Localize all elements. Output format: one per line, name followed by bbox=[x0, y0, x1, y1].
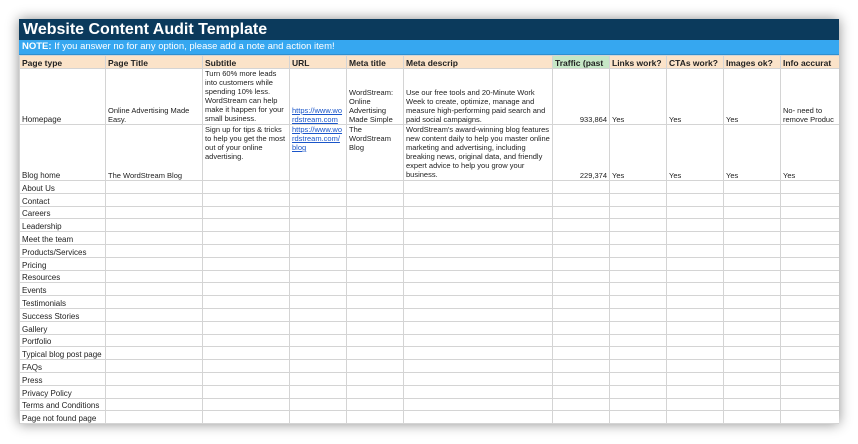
empty-cell[interactable] bbox=[404, 270, 553, 283]
empty-cell[interactable] bbox=[781, 360, 840, 373]
empty-cell[interactable] bbox=[203, 398, 290, 411]
empty-cell[interactable] bbox=[553, 181, 610, 194]
table-row bbox=[20, 283, 840, 296]
empty-cell[interactable] bbox=[347, 206, 404, 219]
empty-cell[interactable] bbox=[610, 283, 667, 296]
empty-cell[interactable] bbox=[203, 181, 290, 194]
table-row bbox=[20, 347, 840, 360]
cell-page-type[interactable]: Privacy Policy bbox=[20, 385, 106, 398]
empty-cell[interactable] bbox=[290, 257, 347, 270]
cell-page-type[interactable]: Terms and Conditions bbox=[20, 398, 106, 411]
table-row bbox=[20, 125, 840, 181]
table-row bbox=[20, 385, 840, 398]
empty-cell[interactable] bbox=[553, 193, 610, 206]
empty-cell[interactable] bbox=[553, 385, 610, 398]
empty-cell[interactable] bbox=[610, 219, 667, 232]
empty-cell[interactable] bbox=[667, 398, 724, 411]
empty-cell[interactable] bbox=[553, 283, 610, 296]
url-link[interactable]: https://www.wordstream.com/blog bbox=[292, 125, 343, 152]
note-prefix: NOTE: bbox=[22, 41, 52, 52]
empty-cell[interactable] bbox=[404, 296, 553, 309]
empty-cell[interactable] bbox=[106, 244, 203, 257]
empty-cell[interactable] bbox=[106, 270, 203, 283]
cell-url[interactable] bbox=[290, 69, 347, 125]
empty-cell[interactable] bbox=[667, 181, 724, 194]
cell-page-type[interactable]: Contact bbox=[20, 193, 106, 206]
empty-cell[interactable] bbox=[781, 244, 840, 257]
empty-cell[interactable] bbox=[290, 232, 347, 245]
empty-cell[interactable] bbox=[610, 270, 667, 283]
empty-cell[interactable] bbox=[667, 360, 724, 373]
empty-cell[interactable] bbox=[667, 193, 724, 206]
table-row bbox=[20, 296, 840, 309]
empty-cell[interactable] bbox=[203, 308, 290, 321]
cell-images-ok[interactable]: Yes bbox=[724, 125, 781, 181]
empty-cell[interactable] bbox=[290, 321, 347, 334]
empty-cell[interactable] bbox=[610, 232, 667, 245]
cell-url[interactable] bbox=[290, 125, 347, 181]
table-row bbox=[20, 321, 840, 334]
empty-cell[interactable] bbox=[203, 360, 290, 373]
empty-cell[interactable] bbox=[290, 398, 347, 411]
sheet-title: Website Content Audit Template bbox=[19, 19, 839, 40]
header-page-title[interactable]: Page Title bbox=[106, 56, 203, 69]
url-link[interactable]: https://www.wordstream.com bbox=[292, 106, 343, 124]
empty-cell[interactable] bbox=[290, 206, 347, 219]
empty-cell[interactable] bbox=[347, 296, 404, 309]
empty-cell[interactable] bbox=[404, 334, 553, 347]
empty-cell[interactable] bbox=[106, 181, 203, 194]
empty-cell[interactable] bbox=[203, 193, 290, 206]
empty-cell[interactable] bbox=[347, 360, 404, 373]
empty-cell[interactable] bbox=[781, 232, 840, 245]
empty-cell[interactable] bbox=[404, 244, 553, 257]
empty-cell[interactable] bbox=[781, 334, 840, 347]
empty-cell[interactable] bbox=[404, 283, 553, 296]
empty-cell[interactable] bbox=[203, 385, 290, 398]
empty-cell[interactable] bbox=[106, 360, 203, 373]
empty-cell[interactable] bbox=[724, 181, 781, 194]
cell-page-type[interactable]: Careers bbox=[20, 206, 106, 219]
table-row bbox=[20, 360, 840, 373]
empty-cell[interactable] bbox=[667, 347, 724, 360]
empty-cell[interactable] bbox=[667, 308, 724, 321]
empty-cell[interactable] bbox=[290, 372, 347, 385]
empty-cell[interactable] bbox=[404, 206, 553, 219]
empty-cell[interactable] bbox=[203, 244, 290, 257]
empty-cell[interactable] bbox=[553, 398, 610, 411]
cell-page-type[interactable]: Testimonials bbox=[20, 296, 106, 309]
empty-cell[interactable] bbox=[781, 308, 840, 321]
note-banner bbox=[19, 40, 839, 55]
empty-cell[interactable] bbox=[781, 206, 840, 219]
empty-cell[interactable] bbox=[610, 398, 667, 411]
empty-cell[interactable] bbox=[203, 334, 290, 347]
cell-page-type[interactable]: Leadership bbox=[20, 219, 106, 232]
table-row bbox=[20, 411, 840, 424]
empty-cell[interactable] bbox=[610, 385, 667, 398]
empty-cell[interactable] bbox=[781, 411, 840, 424]
header-row bbox=[20, 56, 840, 69]
empty-cell[interactable] bbox=[203, 283, 290, 296]
empty-cell[interactable] bbox=[610, 334, 667, 347]
empty-cell[interactable] bbox=[404, 321, 553, 334]
empty-cell[interactable] bbox=[290, 193, 347, 206]
empty-cell[interactable] bbox=[106, 283, 203, 296]
header-url[interactable]: URL bbox=[290, 56, 347, 69]
cell-page-type[interactable]: Portfolio bbox=[20, 334, 106, 347]
empty-cell[interactable] bbox=[781, 257, 840, 270]
cell-meta-title[interactable]: The WordStream Blog bbox=[347, 125, 404, 181]
empty-cell[interactable] bbox=[781, 283, 840, 296]
table-row bbox=[20, 206, 840, 219]
cell-links-work[interactable]: Yes bbox=[610, 69, 667, 125]
empty-cell[interactable] bbox=[106, 193, 203, 206]
empty-cell[interactable] bbox=[290, 219, 347, 232]
empty-cell[interactable] bbox=[610, 206, 667, 219]
table-row bbox=[20, 193, 840, 206]
empty-cell[interactable] bbox=[724, 398, 781, 411]
cell-ctas-work[interactable]: Yes bbox=[667, 125, 724, 181]
cell-page-type[interactable]: Gallery bbox=[20, 321, 106, 334]
header-page-type[interactable]: Page type bbox=[20, 56, 106, 69]
empty-cell[interactable] bbox=[347, 283, 404, 296]
cell-page-type[interactable]: Page not found page bbox=[20, 411, 106, 424]
table-row bbox=[20, 181, 840, 194]
empty-cell[interactable] bbox=[347, 347, 404, 360]
empty-cell[interactable] bbox=[781, 219, 840, 232]
cell-traffic[interactable]: 933,864 bbox=[553, 69, 610, 125]
cell-page-type[interactable]: About Us bbox=[20, 181, 106, 194]
empty-cell[interactable] bbox=[347, 257, 404, 270]
empty-cell[interactable] bbox=[203, 257, 290, 270]
cell-page-type[interactable]: Events bbox=[20, 283, 106, 296]
empty-cell[interactable] bbox=[290, 385, 347, 398]
table-row bbox=[20, 219, 840, 232]
empty-cell[interactable] bbox=[290, 411, 347, 424]
empty-cell[interactable] bbox=[553, 321, 610, 334]
table-row bbox=[20, 308, 840, 321]
empty-cell[interactable] bbox=[106, 219, 203, 232]
empty-cell[interactable] bbox=[724, 296, 781, 309]
empty-cell[interactable] bbox=[667, 232, 724, 245]
empty-cell[interactable] bbox=[347, 193, 404, 206]
empty-cell[interactable] bbox=[724, 360, 781, 373]
empty-cell[interactable] bbox=[404, 219, 553, 232]
empty-cell[interactable] bbox=[404, 193, 553, 206]
empty-cell[interactable] bbox=[667, 411, 724, 424]
empty-cell[interactable] bbox=[404, 308, 553, 321]
empty-cell[interactable] bbox=[404, 360, 553, 373]
empty-cell[interactable] bbox=[290, 296, 347, 309]
empty-cell[interactable] bbox=[781, 270, 840, 283]
cell-page-type[interactable]: Meet the team bbox=[20, 232, 106, 245]
empty-cell[interactable] bbox=[781, 385, 840, 398]
empty-cell[interactable] bbox=[610, 181, 667, 194]
empty-cell[interactable] bbox=[553, 257, 610, 270]
empty-cell[interactable] bbox=[203, 372, 290, 385]
empty-cell[interactable] bbox=[203, 347, 290, 360]
empty-cell[interactable] bbox=[106, 334, 203, 347]
cell-traffic[interactable]: 229,374 bbox=[553, 125, 610, 181]
empty-cell[interactable] bbox=[404, 181, 553, 194]
empty-cell[interactable] bbox=[667, 206, 724, 219]
empty-cell[interactable] bbox=[667, 244, 724, 257]
header-meta-title[interactable]: Meta title bbox=[347, 56, 404, 69]
empty-cell[interactable] bbox=[404, 398, 553, 411]
empty-cell[interactable] bbox=[106, 372, 203, 385]
empty-cell[interactable] bbox=[106, 308, 203, 321]
empty-cell[interactable] bbox=[106, 296, 203, 309]
empty-cell[interactable] bbox=[347, 385, 404, 398]
empty-cell[interactable] bbox=[347, 270, 404, 283]
empty-cell[interactable] bbox=[610, 296, 667, 309]
empty-cell[interactable] bbox=[553, 206, 610, 219]
header-info-accurate[interactable]: Info accurat bbox=[781, 56, 840, 69]
header-ctas-work[interactable]: CTAs work? bbox=[667, 56, 724, 69]
table-row bbox=[20, 257, 840, 270]
cell-images-ok[interactable]: Yes bbox=[724, 69, 781, 125]
empty-cell[interactable] bbox=[404, 411, 553, 424]
cell-ctas-work[interactable]: Yes bbox=[667, 69, 724, 125]
empty-cell[interactable] bbox=[610, 360, 667, 373]
empty-cell[interactable] bbox=[667, 372, 724, 385]
empty-cell[interactable] bbox=[290, 347, 347, 360]
empty-cell[interactable] bbox=[106, 347, 203, 360]
empty-cell[interactable] bbox=[404, 385, 553, 398]
cell-page-type[interactable]: Blog home bbox=[20, 125, 106, 181]
table-row bbox=[20, 244, 840, 257]
cell-meta-descrip[interactable]: Use our free tools and 20-Minute Work Week to create, optimize, manage and measure high-performing paid search and paid social campaigns. bbox=[404, 69, 553, 125]
table-row bbox=[20, 69, 840, 125]
empty-cell[interactable] bbox=[610, 372, 667, 385]
empty-cell[interactable] bbox=[667, 296, 724, 309]
empty-cell[interactable] bbox=[290, 283, 347, 296]
empty-cell[interactable] bbox=[290, 181, 347, 194]
empty-cell[interactable] bbox=[203, 321, 290, 334]
empty-cell[interactable] bbox=[724, 372, 781, 385]
cell-page-type[interactable]: Resources bbox=[20, 270, 106, 283]
empty-cell[interactable] bbox=[347, 334, 404, 347]
cell-subtitle[interactable]: Turn 60% more leads into customers while spending 10% less. WordStream can help make it happen for your small business. bbox=[203, 69, 290, 125]
empty-cell[interactable] bbox=[553, 411, 610, 424]
empty-cell[interactable] bbox=[724, 232, 781, 245]
empty-cell[interactable] bbox=[781, 193, 840, 206]
cell-page-type[interactable]: Homepage bbox=[20, 69, 106, 125]
empty-cell[interactable] bbox=[667, 321, 724, 334]
empty-cell[interactable] bbox=[203, 232, 290, 245]
table-row bbox=[20, 334, 840, 347]
empty-cell[interactable] bbox=[347, 181, 404, 194]
empty-cell[interactable] bbox=[724, 308, 781, 321]
empty-cell[interactable] bbox=[290, 308, 347, 321]
empty-cell[interactable] bbox=[724, 411, 781, 424]
audit-table bbox=[19, 55, 839, 424]
empty-cell[interactable] bbox=[203, 411, 290, 424]
empty-cell[interactable] bbox=[610, 411, 667, 424]
cell-info-accurate[interactable]: No- need to remove Produc bbox=[781, 69, 840, 125]
page-type-rows bbox=[20, 181, 840, 424]
empty-cell[interactable] bbox=[553, 360, 610, 373]
empty-cell[interactable] bbox=[610, 244, 667, 257]
empty-cell[interactable] bbox=[553, 347, 610, 360]
empty-cell[interactable] bbox=[610, 193, 667, 206]
empty-cell[interactable] bbox=[724, 193, 781, 206]
empty-cell[interactable] bbox=[290, 244, 347, 257]
empty-cell[interactable] bbox=[347, 232, 404, 245]
header-meta-descrip[interactable]: Meta descrip bbox=[404, 56, 553, 69]
empty-cell[interactable] bbox=[106, 398, 203, 411]
empty-cell[interactable] bbox=[106, 385, 203, 398]
empty-cell[interactable] bbox=[553, 244, 610, 257]
empty-cell[interactable] bbox=[404, 372, 553, 385]
empty-cell[interactable] bbox=[203, 270, 290, 283]
cell-page-type[interactable]: Pricing bbox=[20, 257, 106, 270]
empty-cell[interactable] bbox=[610, 308, 667, 321]
cell-meta-descrip[interactable]: WordStream's award-winning blog features new content daily to help you master online marketing and advertising, including breaking news, original data, and friendly expert advice to help you grow your business. bbox=[404, 125, 553, 181]
empty-cell[interactable] bbox=[781, 321, 840, 334]
cell-page-title[interactable]: The WordStream Blog bbox=[106, 125, 203, 181]
empty-cell[interactable] bbox=[203, 296, 290, 309]
empty-cell[interactable] bbox=[553, 232, 610, 245]
empty-cell[interactable] bbox=[667, 283, 724, 296]
empty-cell[interactable] bbox=[106, 321, 203, 334]
empty-cell[interactable] bbox=[781, 296, 840, 309]
cell-links-work[interactable]: Yes bbox=[610, 125, 667, 181]
cell-page-type[interactable]: Success Stories bbox=[20, 308, 106, 321]
empty-cell[interactable] bbox=[724, 219, 781, 232]
spreadsheet-frame bbox=[19, 19, 839, 424]
empty-cell[interactable] bbox=[347, 398, 404, 411]
empty-cell[interactable] bbox=[724, 206, 781, 219]
empty-cell[interactable] bbox=[610, 257, 667, 270]
empty-cell[interactable] bbox=[610, 347, 667, 360]
empty-cell[interactable] bbox=[553, 308, 610, 321]
empty-cell[interactable] bbox=[553, 270, 610, 283]
empty-cell[interactable] bbox=[724, 334, 781, 347]
table-row bbox=[20, 232, 840, 245]
empty-cell[interactable] bbox=[404, 232, 553, 245]
empty-cell[interactable] bbox=[203, 219, 290, 232]
header-subtitle[interactable]: Subtitle bbox=[203, 56, 290, 69]
empty-cell[interactable] bbox=[404, 347, 553, 360]
empty-cell[interactable] bbox=[781, 347, 840, 360]
empty-cell[interactable] bbox=[347, 321, 404, 334]
empty-cell[interactable] bbox=[781, 181, 840, 194]
cell-page-title[interactable]: Online Advertising Made Easy. bbox=[106, 69, 203, 125]
empty-cell[interactable] bbox=[106, 206, 203, 219]
empty-cell[interactable] bbox=[290, 270, 347, 283]
table-row bbox=[20, 372, 840, 385]
empty-cell[interactable] bbox=[347, 308, 404, 321]
table-row bbox=[20, 270, 840, 283]
cell-info-accurate[interactable]: Yes bbox=[781, 125, 840, 181]
empty-cell[interactable] bbox=[290, 360, 347, 373]
empty-cell[interactable] bbox=[106, 232, 203, 245]
empty-cell[interactable] bbox=[347, 372, 404, 385]
empty-cell[interactable] bbox=[347, 244, 404, 257]
empty-cell[interactable] bbox=[667, 270, 724, 283]
empty-cell[interactable] bbox=[667, 257, 724, 270]
table-row bbox=[20, 398, 840, 411]
empty-cell[interactable] bbox=[404, 257, 553, 270]
empty-cell[interactable] bbox=[553, 334, 610, 347]
empty-cell[interactable] bbox=[667, 385, 724, 398]
note-text: If you answer no for any option, please add a note and action item! bbox=[51, 41, 335, 52]
empty-cell[interactable] bbox=[724, 244, 781, 257]
empty-cell[interactable] bbox=[724, 347, 781, 360]
empty-cell[interactable] bbox=[106, 257, 203, 270]
empty-cell[interactable] bbox=[667, 219, 724, 232]
empty-cell[interactable] bbox=[553, 219, 610, 232]
cell-page-type[interactable]: Products/Services bbox=[20, 244, 106, 257]
empty-cell[interactable] bbox=[290, 334, 347, 347]
empty-cell[interactable] bbox=[106, 411, 203, 424]
empty-cell[interactable] bbox=[724, 257, 781, 270]
empty-cell[interactable] bbox=[347, 411, 404, 424]
empty-cell[interactable] bbox=[724, 283, 781, 296]
cell-page-type[interactable]: FAQs bbox=[20, 360, 106, 373]
cell-page-type[interactable]: Press bbox=[20, 372, 106, 385]
empty-cell[interactable] bbox=[724, 385, 781, 398]
header-images-ok[interactable]: Images ok? bbox=[724, 56, 781, 69]
empty-cell[interactable] bbox=[553, 296, 610, 309]
empty-cell[interactable] bbox=[553, 372, 610, 385]
empty-cell[interactable] bbox=[610, 321, 667, 334]
header-links-work[interactable]: Links work? bbox=[610, 56, 667, 69]
empty-cell[interactable] bbox=[724, 321, 781, 334]
cell-page-type[interactable]: Typical blog post page bbox=[20, 347, 106, 360]
header-traffic[interactable]: Traffic (past bbox=[553, 56, 610, 69]
empty-cell[interactable] bbox=[347, 219, 404, 232]
cell-subtitle[interactable]: Sign up for tips & tricks to help you get the most out of your online advertising. bbox=[203, 125, 290, 181]
empty-cell[interactable] bbox=[724, 270, 781, 283]
empty-cell[interactable] bbox=[781, 372, 840, 385]
cell-meta-title[interactable]: WordStream: Online Advertising Made Simple bbox=[347, 69, 404, 125]
empty-cell[interactable] bbox=[203, 206, 290, 219]
empty-cell[interactable] bbox=[781, 398, 840, 411]
empty-cell[interactable] bbox=[667, 334, 724, 347]
